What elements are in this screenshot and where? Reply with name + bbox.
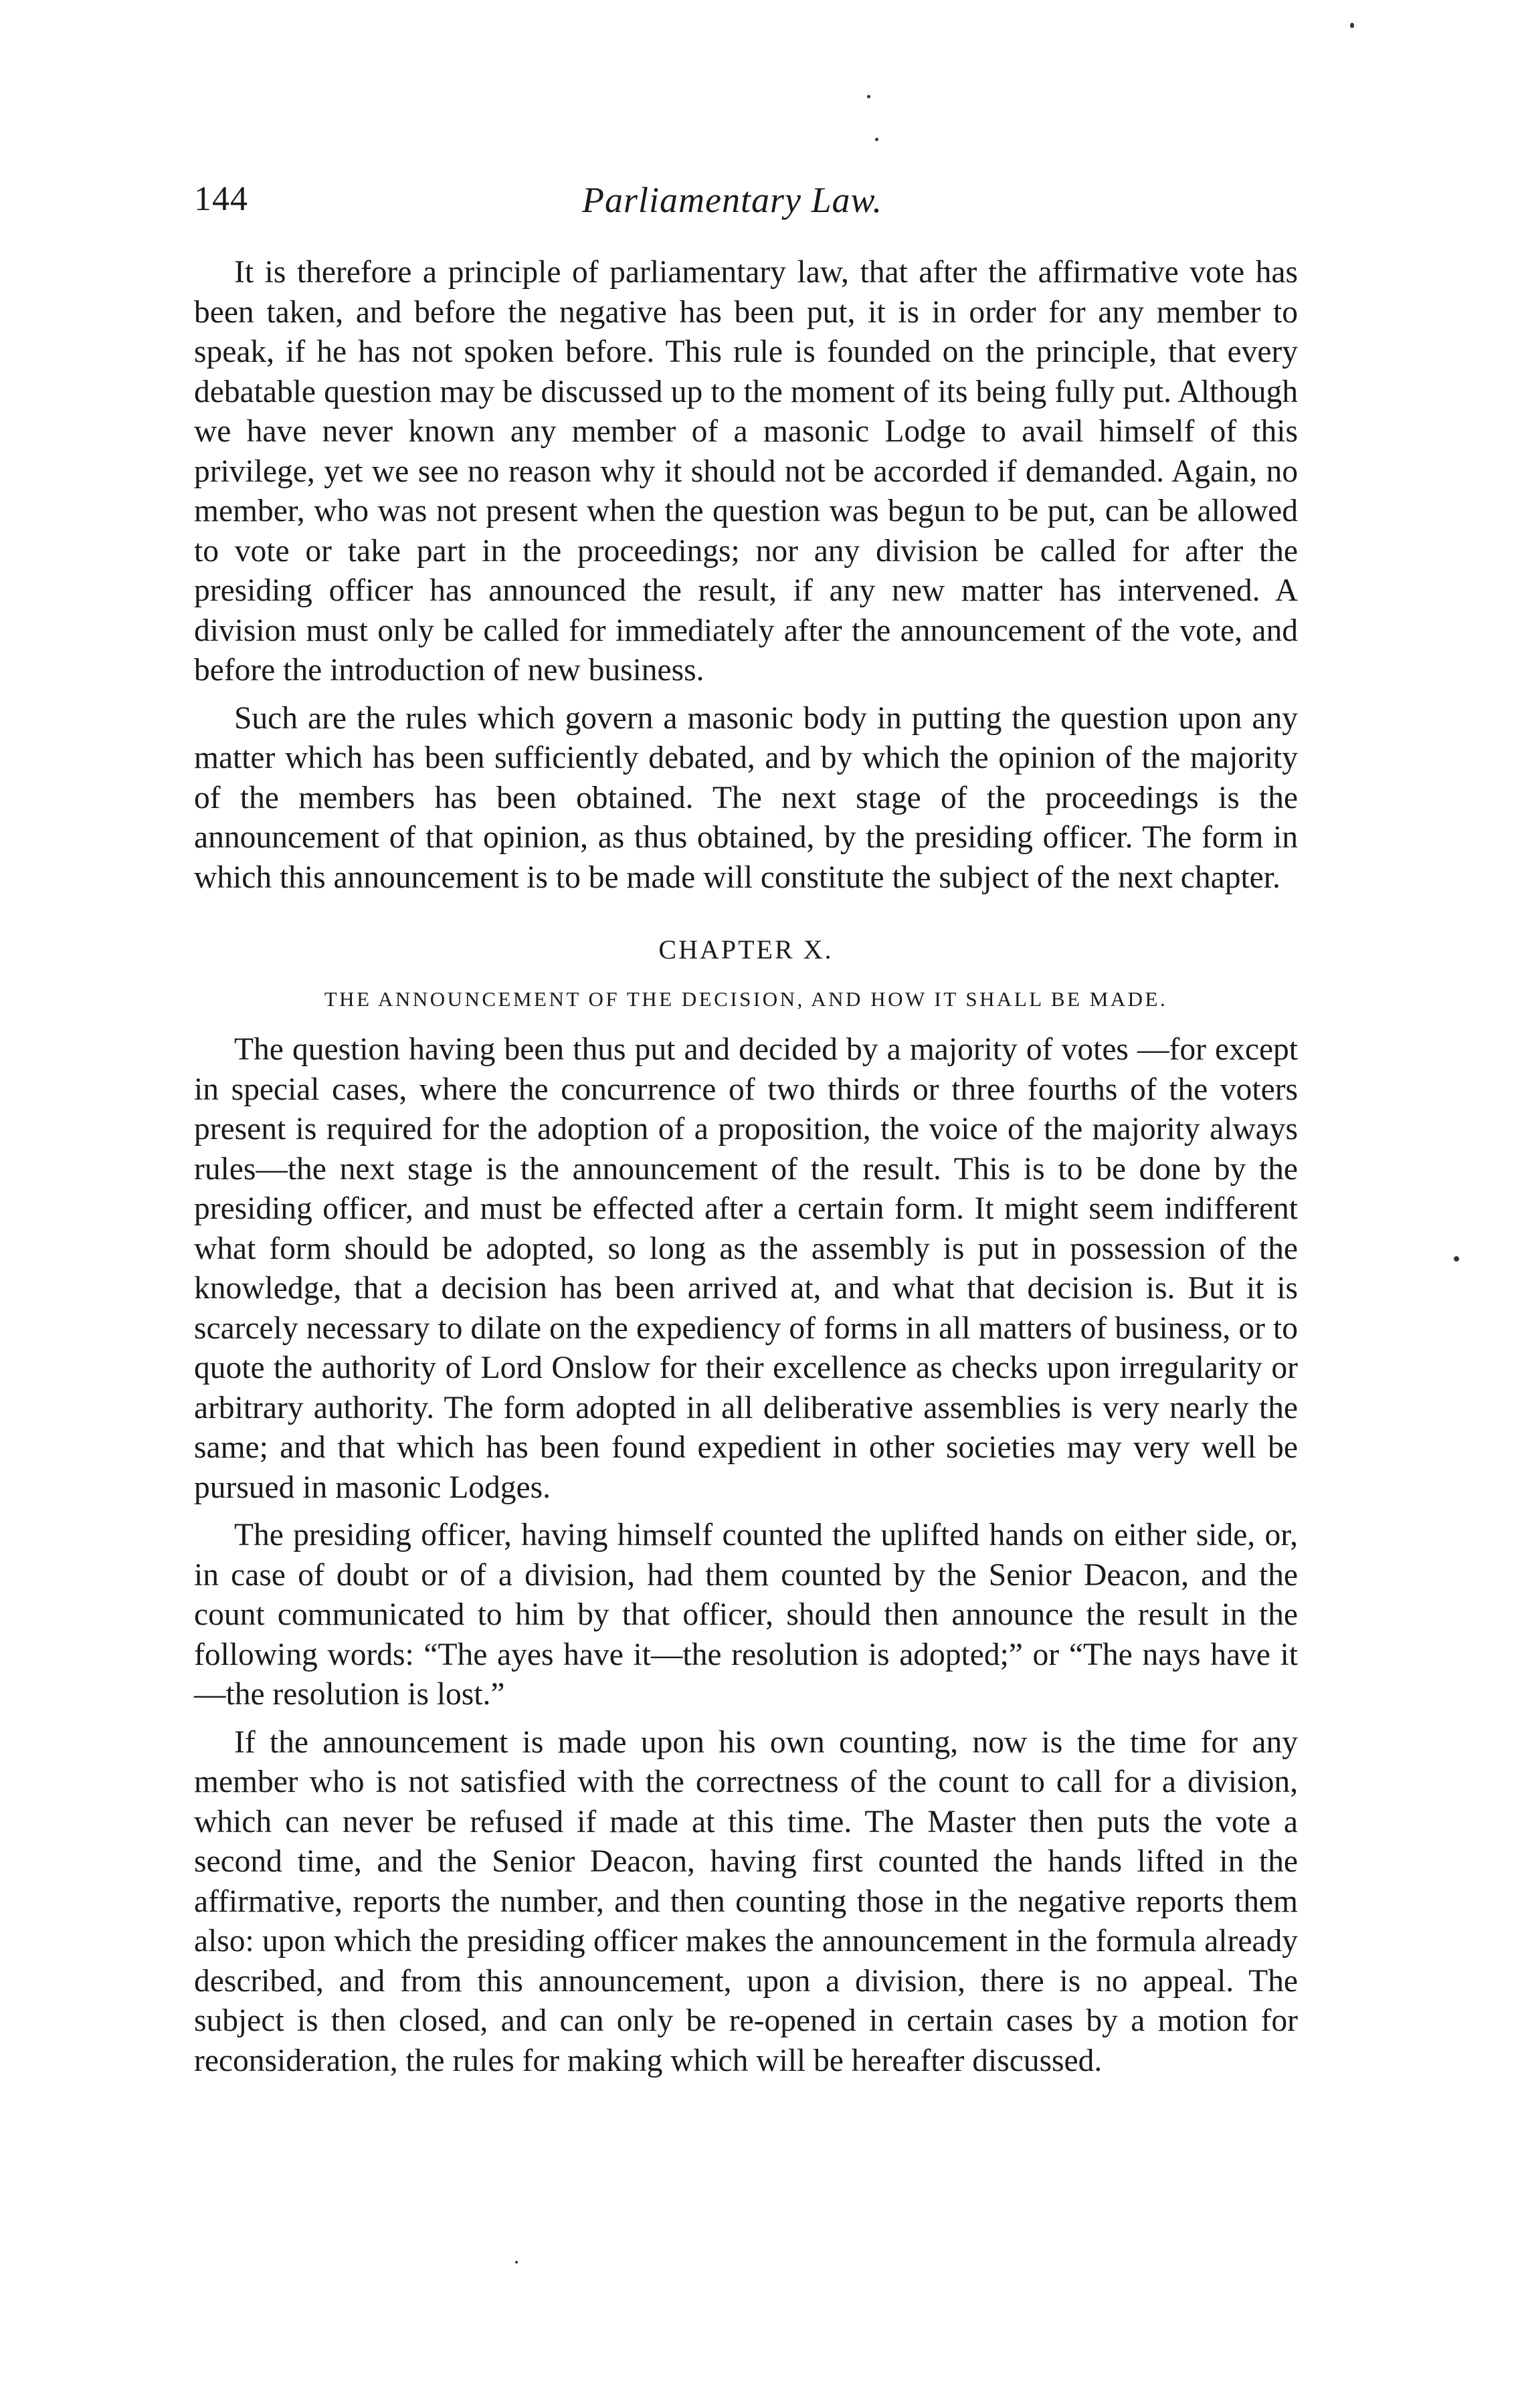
scan-speck [867, 95, 870, 98]
paragraph: If the announcement is made upon his own counting, now is the time for any member who is not satisfied with the correctness of the count to call for a division, which can never be refused if made at this time. The Master then puts the vote a second time, and the Senior Deacon, having first counted the hands lifted in the affirmative, reports the number, and then counting those in the negative reports them also: upon which the presiding officer makes the announcement in the formula already described, and from this announcement, upon a division, there is no appeal. The subject is then closed, and can only be re-opened in certain cases by a motion for reconsideration, the rules for making which will be hereafter discussed. [194, 1724, 1298, 2078]
paragraph: The presiding officer, having himself counted the uplifted hands on either side, or, in case of doubt or of a division, had them counted by the Senior Deacon, and the count communicated to him by that officer, should then announce the result in the following words: “The ayes have it—the resolution is adopted;” or “The nays have it—the resolution is lost.” [194, 1518, 1298, 1712]
scan-speck [1454, 1256, 1459, 1262]
running-title: Parliamentary Law. [582, 180, 882, 220]
scan-speck [1350, 23, 1354, 28]
scan-speck [875, 138, 878, 141]
paragraph: Such are the rules which govern a masonic body in putting the question upon any matter which has been sufficiently debated, and by which the opinion of the majority of the members has been obtained. The next stage of the proceedings is the announcement of that opinion, as thus obtained, by the presiding officer. The form in which this announcement is to be made will constitute the subject of the next chapter. [194, 700, 1298, 895]
page-number: 144 [194, 180, 248, 218]
paragraph: The question having been thus put and decided by a majority of votes —for except in special cases, where the concurrence of two thirds or three fourths of the voters present is required for the adoption of a proposition, the voice of the majority always rules—the next stage is the announcement of the result. This is to be done by the presiding officer, and must be effected after a certain form. It might seem indifferent what form should be adopted, so long as the assembly is put in possession of the knowledge, that a decision has been arrived at, and what that decision is. But it is scarcely necessary to dilate on the expediency of forms in all matters of business, or to quote the authority of Lord Onslow for their excellence as checks upon irregularity or arbitrary authority. The form adopted in all deliberative assemblies is very nearly the same; and that which has been found expedient in other societies may very well be pursued in masonic Lodges. [194, 1032, 1298, 1505]
scan-speck [515, 2261, 518, 2264]
body-text [194, 253, 1298, 2081]
chapter-subtitle: THE ANNOUNCEMENT OF THE DECISION, AND HOW IT SHALL BE MADE. [324, 987, 1168, 1011]
chapter-heading: CHAPTER X. [658, 934, 834, 965]
paragraph: It is therefore a principle of parliamentary law, that after the affirmative vote has been taken, and before the negative has been put, it is in order for any member to speak, if he has not spoken before. This rule is founded on the principle, that every debatable question may be discussed up to the moment of its being fully put. Although we have never known any member of a masonic Lodge to avail himself of this privilege, yet we see no reason why it should not be accorded if demanded. Again, no member, who was not present when the question was begun to be put, can be allowed to vote or take part in the proceedings; nor any division be called for after the presiding officer has announced the result, if any new matter has intervened. A division must only be called for immediately after the announcement of the vote, and before the introduction of new business. [194, 255, 1298, 688]
page-header [194, 179, 1298, 233]
